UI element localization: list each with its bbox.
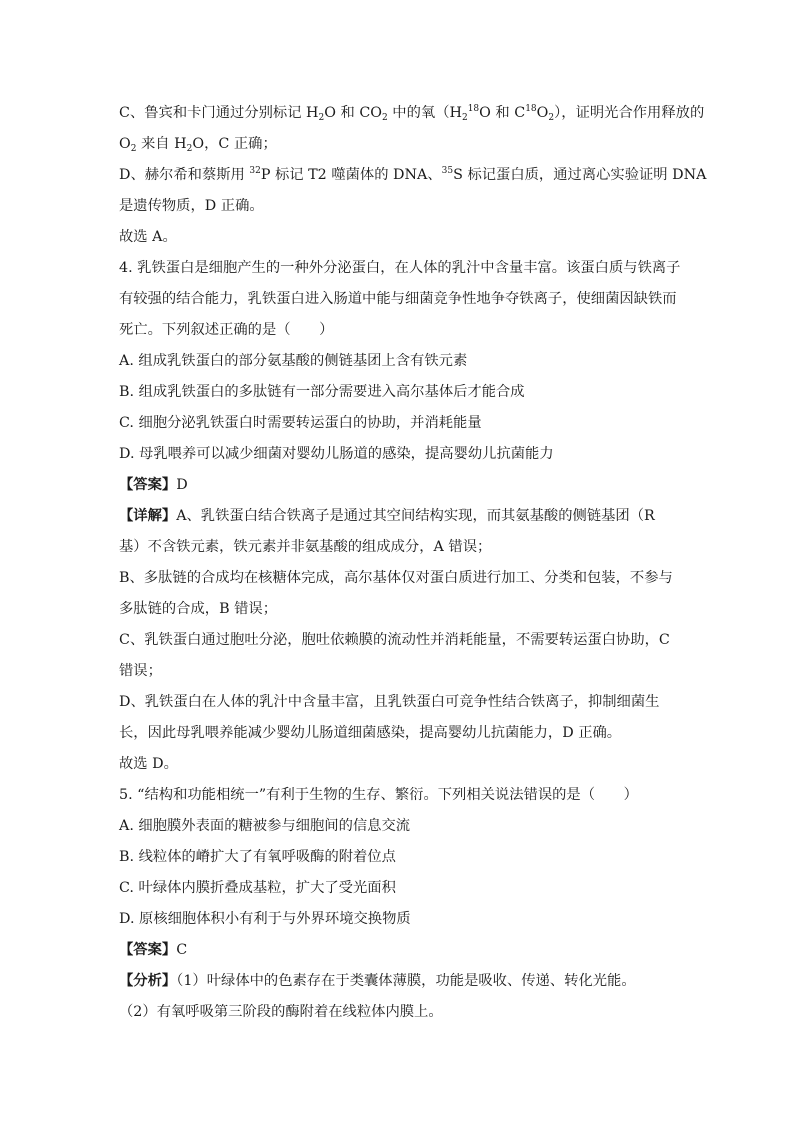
text-run: A. 细胞膜外表面的糖被参与细胞间的信息交流	[119, 818, 411, 834]
superscript: 32	[249, 166, 261, 176]
text-run: 多肽链的合成，B 错误；	[119, 601, 278, 617]
subscript: 2	[548, 113, 555, 123]
section-tag: 【答案】	[119, 942, 177, 958]
text-run: O	[119, 136, 131, 152]
text-run: 是遗传物质，D 正确。	[119, 198, 264, 214]
text-run: D、赫尔希和蔡斯用	[119, 167, 250, 183]
text-line-sel4	[119, 749, 679, 780]
text-run: （2）有氧呼吸第三阶段的酶附着在线粒体内膜上。	[119, 1004, 443, 1020]
text-line-ana5a	[119, 966, 679, 997]
text-run: C. 叶绿体内膜折叠成基粒，扩大了受光面积	[119, 880, 396, 896]
superscript: 35	[441, 166, 454, 176]
text-line-ana5b	[119, 997, 679, 1028]
text-run: S 标记蛋白质，通过离心实验证明 DNA	[453, 167, 707, 183]
text-run: P 标记 T2 噬菌体的 DNA、	[260, 167, 442, 183]
text-line-det4g	[119, 687, 679, 718]
text-run: D. 原核细胞体积小有利于与外界环境交换物质	[119, 911, 411, 927]
text-run: B. 组成乳铁蛋白的多肽链有一部分需要进入高尔基体后才能合成	[119, 384, 525, 400]
text-run: A、乳铁蛋白结合铁离子是通过其空间结构实现，而其氨基酸的侧链基团（R	[176, 508, 655, 524]
text-run: 死亡。下列叙述正确的是（ ）	[119, 322, 334, 338]
superscript: 18	[525, 104, 537, 114]
text-line-det4f	[119, 656, 679, 687]
superscript: 18	[467, 104, 480, 114]
section-tag: 【分析】	[119, 973, 177, 989]
text-run: C、乳铁蛋白通过胞吐分泌，胞吐依赖膜的流动性并消耗能量，不需要转运蛋白协助，C	[119, 632, 670, 648]
text-run: B. 线粒体的嵴扩大了有氧呼吸酶的附着位点	[119, 849, 396, 865]
section-tag: 【详解】	[119, 508, 177, 524]
text-line-det4d	[119, 594, 679, 625]
text-line-det4e	[119, 625, 679, 656]
text-line-q4A	[119, 346, 679, 377]
subscript: 2	[186, 144, 193, 154]
text-run: ），证明光合作用释放的	[554, 105, 705, 121]
text-run: O	[536, 105, 549, 121]
text-run: A. 组成乳铁蛋白的部分氨基酸的侧链基团上含有铁元素	[119, 353, 468, 369]
text-run: B、多肽链的合成均在核糖体完成，高尔基体仅对蛋白质进行加工、分类和包装，不参与	[119, 570, 673, 586]
text-line-d1b	[119, 191, 679, 222]
text-line-q4B	[119, 377, 679, 408]
text-run: （1）叶绿体中的色素存在于类囊体薄膜，功能是吸收、传递、转化光能。	[176, 973, 636, 989]
text-line-q4a	[119, 253, 679, 284]
text-run: 故选 D。	[119, 756, 178, 772]
text-line-det4b	[119, 532, 679, 563]
subscript: 2	[461, 113, 468, 123]
text-run: 来自 H	[136, 136, 187, 152]
text-run: 基）不含铁元素，铁元素并非氨基酸的组成成分，A 错误；	[119, 539, 492, 555]
text-line-d1a	[119, 160, 707, 191]
text-line-c1a	[119, 98, 705, 129]
text-line-q5A	[119, 811, 679, 842]
text-run: O 和 CO	[324, 105, 383, 121]
text-line-q5B	[119, 842, 679, 873]
text-run: D、乳铁蛋白在人体的乳汁中含量丰富，且乳铁蛋白可竞争性结合铁离子，抑制细菌生	[119, 694, 660, 710]
text-line-q5	[119, 780, 679, 811]
text-run: O，C 正确；	[192, 136, 277, 152]
section-tag: 【答案】	[119, 477, 177, 493]
text-run: C. 细胞分泌乳铁蛋白时需要转运蛋白的协助，并消耗能量	[119, 415, 482, 431]
text-run: C、鲁宾和卡门通过分别标记 H	[119, 105, 319, 121]
text-line-ans4	[119, 470, 679, 501]
text-run: 错误；	[119, 663, 162, 679]
document-body	[119, 98, 707, 1028]
text-line-ans5	[119, 935, 679, 966]
text-run: 有较强的结合能力，乳铁蛋白进入肠道中能与细菌竞争性地争夺铁离子，使细菌因缺铁而	[119, 291, 677, 307]
subscript: 2	[130, 144, 137, 154]
text-line-det4c	[119, 563, 679, 594]
text-line-q5C	[119, 873, 679, 904]
text-run: D. 母乳喂养可以减少细菌对婴幼儿肠道的感染，提高婴幼儿抗菌能力	[119, 446, 554, 462]
text-line-q4C	[119, 408, 679, 439]
subscript: 2	[382, 113, 388, 123]
text-run: C	[176, 942, 188, 958]
text-line-q4c	[119, 315, 679, 346]
text-line-c1b	[119, 129, 679, 160]
text-line-det4a	[119, 501, 679, 532]
text-run: 中的氧（H	[387, 105, 462, 121]
text-line-q4D	[119, 439, 679, 470]
text-line-q4b	[119, 284, 679, 315]
text-run: 长，因此母乳喂养能减少婴幼儿肠道细菌感染，提高婴幼儿抗菌能力，D 正确。	[119, 725, 622, 741]
subscript: 2	[318, 113, 325, 123]
text-run: D	[176, 477, 188, 493]
text-run: O 和 C	[479, 105, 526, 121]
text-run: 5. “结构和功能相统一”有利于生物的生存、繁衍。下列相关说法错误的是（ ）	[119, 787, 638, 803]
text-run: 4. 乳铁蛋白是细胞产生的一种外分泌蛋白，在人体的乳汁中含量丰富。该蛋白质与铁离子	[119, 260, 681, 276]
text-line-sel3	[119, 222, 679, 253]
text-line-det4h	[119, 718, 679, 749]
text-line-q5D	[119, 904, 679, 935]
text-run: 故选 A。	[119, 229, 177, 245]
